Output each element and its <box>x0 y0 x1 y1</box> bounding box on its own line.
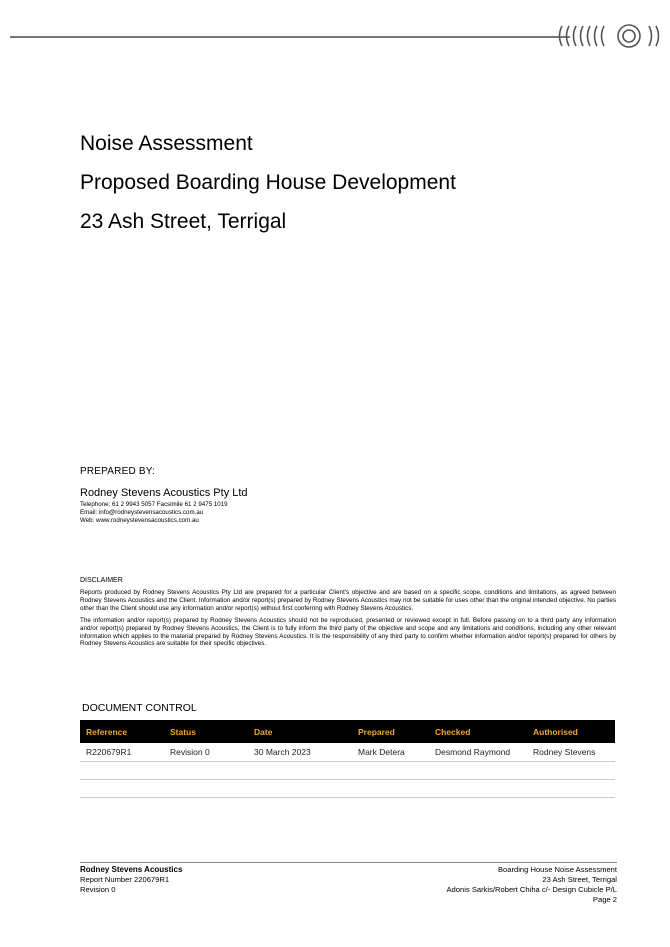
footer-rule <box>80 862 617 863</box>
header-rule <box>10 36 570 38</box>
cell-checked: Desmond Raymond <box>429 743 527 762</box>
preparer-company-name: Rodney Stevens Acoustics Pty Ltd <box>80 487 248 499</box>
footer-client: Adonis Sarkis/Robert Chiha c/- Design Cubicle P/L <box>446 885 617 894</box>
column-header-reference: Reference <box>80 720 164 743</box>
column-header-date: Date <box>248 720 352 743</box>
document-title-block <box>80 133 456 250</box>
footer-revision: Revision 0 <box>80 885 116 894</box>
footer-address: 23 Ash Street, Terrigal <box>542 875 617 884</box>
table-row-empty <box>80 762 615 780</box>
document-site-address: 23 Ash Street, Terrigal <box>80 210 287 233</box>
preparer-contact-details <box>80 501 228 525</box>
cell-reference: R220679R1 <box>80 743 164 762</box>
footer-page-number: Page 2 <box>592 895 617 904</box>
footer-right-block <box>446 865 617 905</box>
document-control-table <box>80 720 615 798</box>
cell-status: Revision 0 <box>164 743 248 762</box>
disclaimer-paragraph: Reports produced by Rodney Stevens Acoustics Pty Ltd are prepared for a particular Client's objective and are based on a specific scope, conditions and limitations, as agreed between Rodney Stevens Acoustics and the Client. Information and/or report(s) prepared by Rodney Stevens Acoustics may not be suitable for uses other than the original intended objective. No parties other than the Client should use any information and/or report(s) without first conferring with Rodney Stevens Acoustics. <box>80 589 616 612</box>
column-header-status: Status <box>164 720 248 743</box>
table-header-row <box>80 720 615 743</box>
column-header-authorised: Authorised <box>527 720 615 743</box>
preparer-email: Email: info@rodneystevensacoustics.com.au <box>80 509 204 516</box>
disclaimer-body <box>80 589 616 652</box>
prepared-by-label: PREPARED BY: <box>80 466 156 477</box>
footer-company: Rodney Stevens Acoustics <box>80 865 183 874</box>
cell-authorised: Rodney Stevens <box>527 743 615 762</box>
footer-doc-title: Boarding House Noise Assessment <box>497 865 617 874</box>
document-control-heading: DOCUMENT CONTROL <box>82 702 197 714</box>
table-row <box>80 743 615 762</box>
cell-date: 30 March 2023 <box>248 743 352 762</box>
disclaimer-heading: DISCLAIMER <box>80 577 123 584</box>
preparer-telephone: Telephone: 61 2 9943 5057 Facsimile 61 2 9475 1019 <box>80 501 228 508</box>
footer-left-block <box>80 865 182 895</box>
column-header-checked: Checked <box>429 720 527 743</box>
document-title: Noise Assessment <box>80 132 253 155</box>
table-row-empty <box>80 780 615 798</box>
disclaimer-paragraph: The information and/or report(s) prepared by Rodney Stevens Acoustics should not be reproduced, presented or reviewed except in full. Before passing on to a third party any information and/or report(s) prepared by Rodney Stevens Acoustics, the Client is to fully inform the third party of the objective and scope and any limitations and conditions, including any other relevant information which applies to the material prepared by Rodney Stevens Acoustics. It is the responsibility of any third party to confirm whether information and/or report(s) prepared for others by Rodney Stevens Acoustics are suitable for their specific objectives. <box>80 616 616 648</box>
footer-report-number: Report Number 220679R1 <box>80 875 170 884</box>
cell-prepared: Mark Detera <box>352 743 429 762</box>
document-subtitle: Proposed Boarding House Development <box>80 171 456 194</box>
column-header-prepared: Prepared <box>352 720 429 743</box>
preparer-web: Web: www.rodneystevensacoustics.com.au <box>80 517 199 524</box>
company-logo-icon <box>556 22 666 50</box>
